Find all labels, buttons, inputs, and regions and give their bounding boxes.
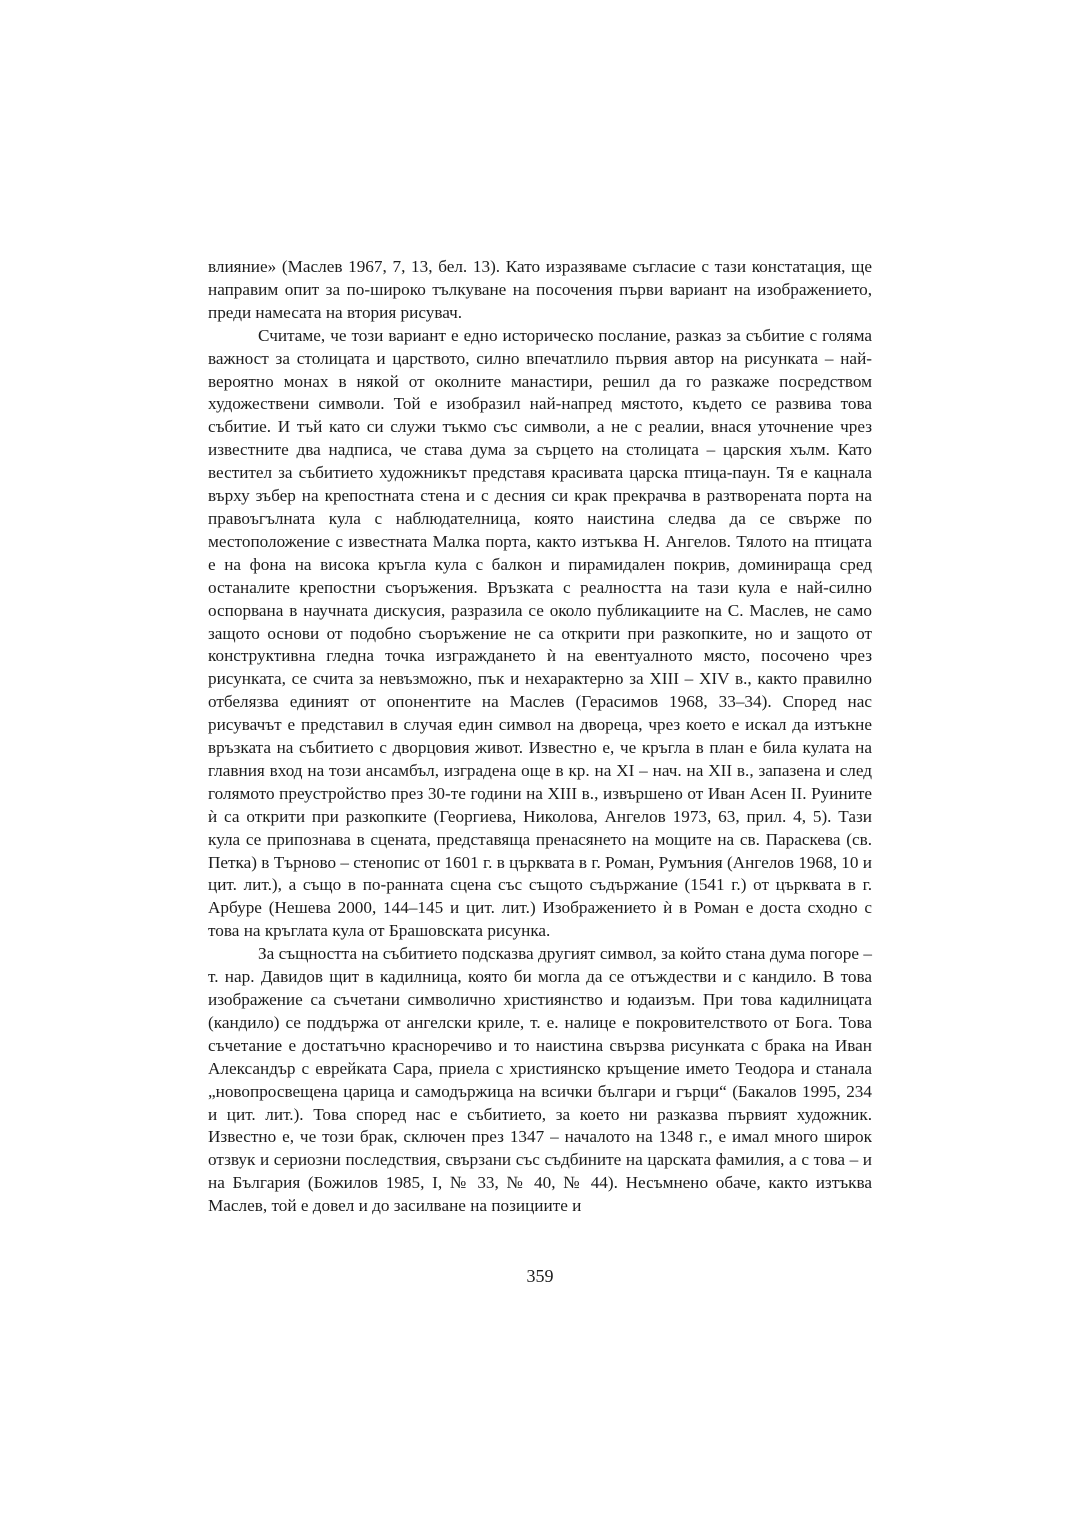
- body-text: [208, 256, 872, 1218]
- paragraph-continuation: влияние» (Маслев 1967, 7, 13, бел. 13). Като изразяваме съгласие с тази констатация, ще направим опит за по-широко тълкуване на посочения първи вариант на изображението, преди намесата на втория рисувач.: [208, 257, 872, 322]
- page-number: 359: [526, 1266, 554, 1286]
- paragraph-historical-message: Считаме, че този вариант е едно историческо послание, разказ за събитие с голяма важност за столицата и царството, силно впечатлило първия автор на рисунката – най-вероятно монах в някой от околните манастири, решил да го разкаже посредством художествени символи. Той е изобразил най-напред мястото, където се развива това събитие. И тъй като си служи тъкмо със символи, а не с реалии, внася уточнение чрез известните два надписа, че става дума за сърцето на столицата – царския хълм. Като вестител за събитието художникът представя красивата царска птица-паун. Тя е кацнала върху зъбер на крепостната стена и с десния си крак прекрачва в разтворената порта на правоъгълната кула с наблюдателница, която наистина следва да се свърже по местоположение с известната Малка порта, както изтъква Н. Ангелов. Тялото на птицата е на фона на висока кръгла кула с балкон и пирамидален покрив, доминираща сред останалите крепостни съоръжения. Връзката с реалността на тази кула е най-силно оспорвана в научната дискусия, разразила се около публикациите на С. Маслев, не само защото основи от подобно съоръжение не са открити при разкопките, но и защото от конструктивна гледна точка изграждането ѝ на евентуалното място, посочено чрез рисунката, се счита за невъзможно, пък и нехарактерно за XIII – XIV в., както правилно отбелязва единият от опонентите на Маслев (Герасимов 1968, 33–34). Според нас рисувачът е представил в случая един символ на двореца, чрез което е искал да изтъкне връзката на събитието с дворцовия живот. Известно е, че кръгла в план е била кулата на главния вход на този ансамбъл, изградена още в кр. на XI – нач. на XII в., запазена и след голямото преустройство през 30-те години на XIII в., извършено от Иван Асен II. Руините ѝ са открити при разкопките (Георгиева, Николова, Ангелов 1973, 63, прил. 4, 5). Тази кула се припознава в сцената, представяща пренасянето на мощите на св. Параскева (св. Петка) в Търново – стенопис от 1601 г. в църквата в г. Роман, Румъния (Ангелов 1968, 10 и цит. лит.), а също в по-ранната сцена със същото съдържание (1541 г.) от църквата в г. Арбуре (Нешева 2000, 144–145 и цит. лит.) Изображението ѝ в Роман е доста сходно с това на кръглата кула от Брашовската рисунка.: [208, 325, 872, 941]
- paragraph-event-essence: За същността на събитието подсказва другият символ, за който стана дума погоре – т. нар. Давидов щит в кадилница, която би могла да се отъждестви и с кандило. В това изображение са съчетани символично християнство и юдаизъм. При това кадилницата (кандило) се поддържа от ангелски криле, т. е. налице е покровителството от Бога. Това съчетание е достатъчно красноречиво и то наистина свързва рисунката с брака на Иван Александър с еврейката Сара, приела с християнско кръщение името Теодора и станала „новопросвещена царица и самодържица на всички българи и гърци“ (Бакалов 1995, 234 и цит. лит.). Това според нас е събитието, за което ни разказва първият художник. Известно е, че този брак, сключен през 1347 – началото на 1348 г., е имал много широк отзвук и сериозни последствия, свързани със съдбините на царската фамилия, а с това – и на България (Божилов 1985, I, № 33, № 40, № 44). Несъмнено обаче, както изтъква Маслев, той е довел и до засилване на позициите и: [208, 944, 872, 1216]
